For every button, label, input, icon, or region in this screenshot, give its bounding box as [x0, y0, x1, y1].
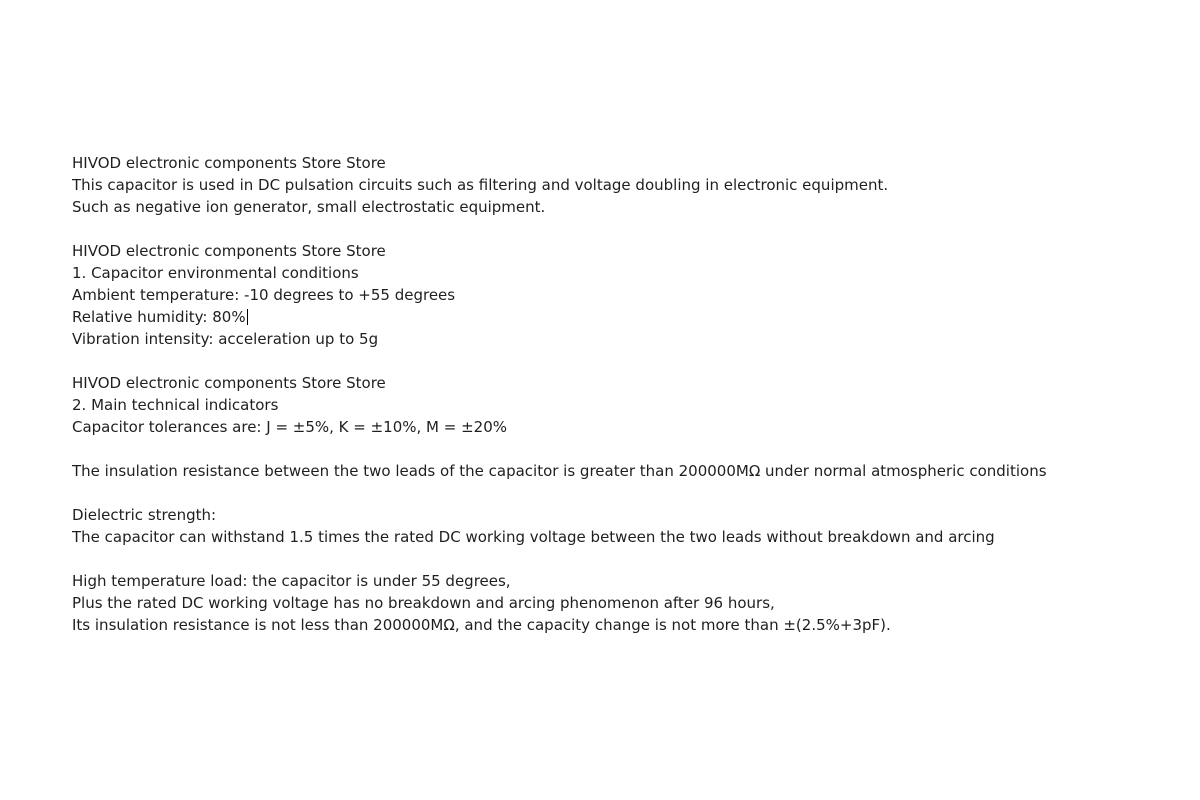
dielectric-text: The capacitor can withstand 1.5 times the rated DC working voltage between the two leads without breakdown and arcing: [72, 528, 995, 546]
high-temp-line-2: Plus the rated DC working voltage has no breakdown and arcing phenomenon after 96 hours,: [72, 594, 775, 612]
document-body[interactable]: [72, 152, 1172, 636]
store-name-line: HIVOD electronic components Store Store: [72, 242, 386, 260]
examples-text: Such as negative ion generator, small electrostatic equipment.: [72, 198, 546, 216]
high-temp-line-1: High temperature load: the capacitor is under 55 degrees,: [72, 572, 511, 590]
insulation-text: The insulation resistance between the two leads of the capacitor is greater than 200000MΩ under normal atmospheric conditions: [72, 462, 1047, 480]
text-cursor: [247, 309, 248, 325]
tolerances-text: Capacitor tolerances are: J = ±5%, K = ±10%, M = ±20%: [72, 418, 508, 436]
high-temp-line-3: Its insulation resistance is not less than 200000MΩ, and the capacity change is not more than ±(2.5%+3pF).: [72, 616, 891, 634]
technical-heading: 2. Main technical indicators: [72, 396, 279, 414]
vibration-text: Vibration intensity: acceleration up to 5g: [72, 330, 379, 348]
blank-line: [72, 218, 1172, 240]
store-name-line: HIVOD electronic components Store Store: [72, 154, 386, 172]
blank-line: [72, 350, 1172, 372]
store-name-line: HIVOD electronic components Store Store: [72, 374, 386, 392]
blank-line: [72, 482, 1172, 504]
humidity-text: Relative humidity: 80%: [72, 308, 246, 326]
temperature-text: Ambient temperature: -10 degrees to +55 degrees: [72, 286, 456, 304]
blank-line: [72, 438, 1172, 460]
environment-heading: 1. Capacitor environmental conditions: [72, 264, 359, 282]
dielectric-heading: Dielectric strength:: [72, 506, 217, 524]
humidity-line: [72, 306, 1172, 328]
blank-line: [72, 548, 1172, 570]
usage-text: This capacitor is used in DC pulsation circuits such as filtering and voltage doubling in electronic equipment.: [72, 176, 889, 194]
